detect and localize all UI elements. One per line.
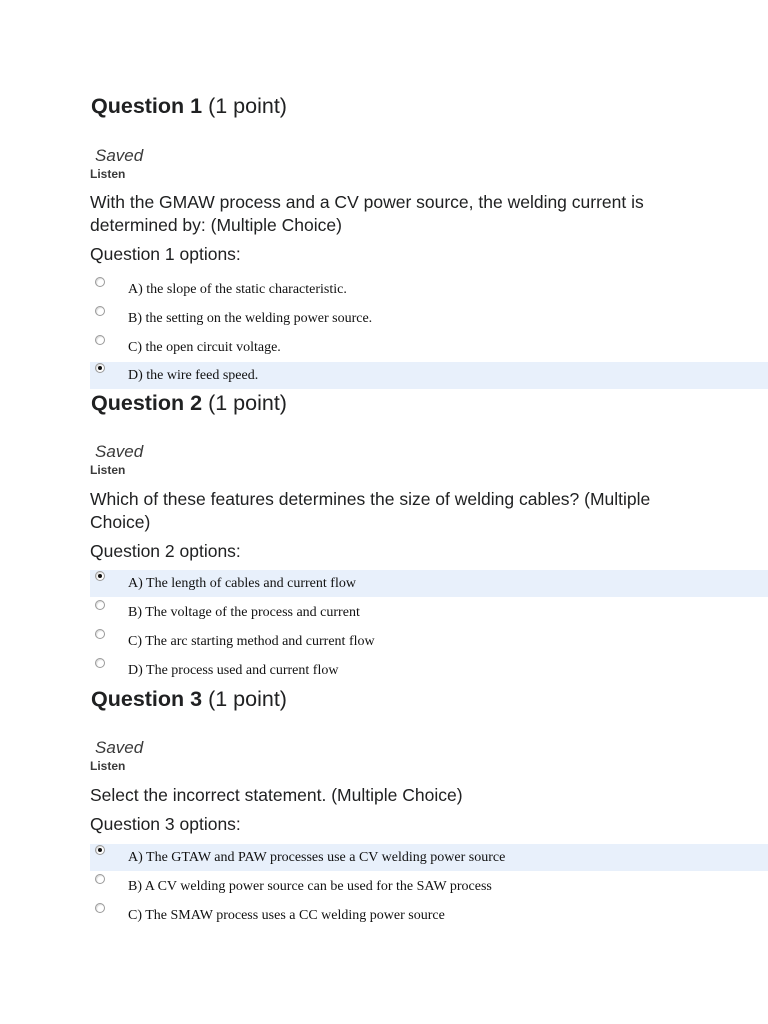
option-label[interactable]: A) The GTAW and PAW processes use a CV welding power source	[128, 850, 506, 865]
radio-button[interactable]	[95, 277, 105, 287]
option-b[interactable]	[90, 873, 768, 900]
option-a[interactable]	[90, 276, 768, 303]
option-label[interactable]: D) The process used and current flow	[128, 663, 339, 678]
radio-button[interactable]	[95, 629, 105, 639]
question-points: (1 point)	[208, 94, 287, 118]
saved-status: Saved	[95, 146, 144, 165]
options-label: Question 3 options:	[90, 814, 241, 834]
question-title	[91, 687, 287, 712]
options-label: Question 1 options:	[90, 244, 241, 264]
option-label[interactable]: C) The SMAW process uses a CC welding power source	[128, 908, 445, 923]
question-title	[91, 94, 287, 119]
options-label: Question 2 options:	[90, 541, 241, 561]
option-d[interactable]	[90, 657, 768, 684]
listen-link[interactable]: Listen	[90, 463, 126, 477]
radio-button[interactable]	[95, 600, 105, 610]
option-label[interactable]: B) the setting on the welding power source.	[128, 311, 373, 326]
question-title	[91, 391, 287, 416]
option-a[interactable]	[90, 570, 768, 597]
radio-button[interactable]	[95, 335, 105, 345]
option-b[interactable]	[90, 599, 768, 626]
question-number: Question 1	[91, 94, 203, 118]
option-label[interactable]: C) The arc starting method and current flow	[128, 634, 375, 649]
option-c[interactable]	[90, 334, 768, 361]
radio-button[interactable]	[95, 874, 105, 884]
listen-link[interactable]: Listen	[90, 759, 126, 773]
question-text: Select the incorrect statement. (Multiple Choice)	[90, 785, 463, 805]
radio-button-checked[interactable]	[95, 363, 105, 373]
question-points: (1 point)	[208, 687, 287, 711]
option-label[interactable]: C) the open circuit voltage.	[128, 340, 281, 355]
listen-link[interactable]: Listen	[90, 167, 126, 181]
question-text: With the GMAW process and a CV power source, the welding current is determined by: (Multiple Choice)	[90, 192, 644, 235]
question-number: Question 3	[91, 687, 203, 711]
radio-button[interactable]	[95, 658, 105, 668]
option-label[interactable]: D) the wire feed speed.	[128, 368, 259, 383]
radio-button[interactable]	[95, 306, 105, 316]
radio-button[interactable]	[95, 903, 105, 913]
option-b[interactable]	[90, 305, 768, 332]
saved-status: Saved	[95, 738, 144, 757]
radio-button-checked[interactable]	[95, 571, 105, 581]
option-d[interactable]	[90, 362, 768, 389]
radio-button-checked[interactable]	[95, 845, 105, 855]
option-a[interactable]	[90, 844, 768, 871]
saved-status: Saved	[95, 442, 144, 461]
question-points: (1 point)	[208, 391, 287, 415]
question-text: Which of these features determines the size of welding cables? (Multiple Choice)	[90, 489, 651, 532]
option-c[interactable]	[90, 628, 768, 655]
question-number: Question 2	[91, 391, 203, 415]
option-c[interactable]	[90, 902, 768, 929]
option-label[interactable]: B) The voltage of the process and current	[128, 605, 360, 620]
option-label[interactable]: B) A CV welding power source can be used for the SAW process	[128, 879, 492, 894]
option-label[interactable]: A) the slope of the static characteristic.	[128, 282, 347, 297]
option-label[interactable]: A) The length of cables and current flow	[128, 576, 356, 591]
